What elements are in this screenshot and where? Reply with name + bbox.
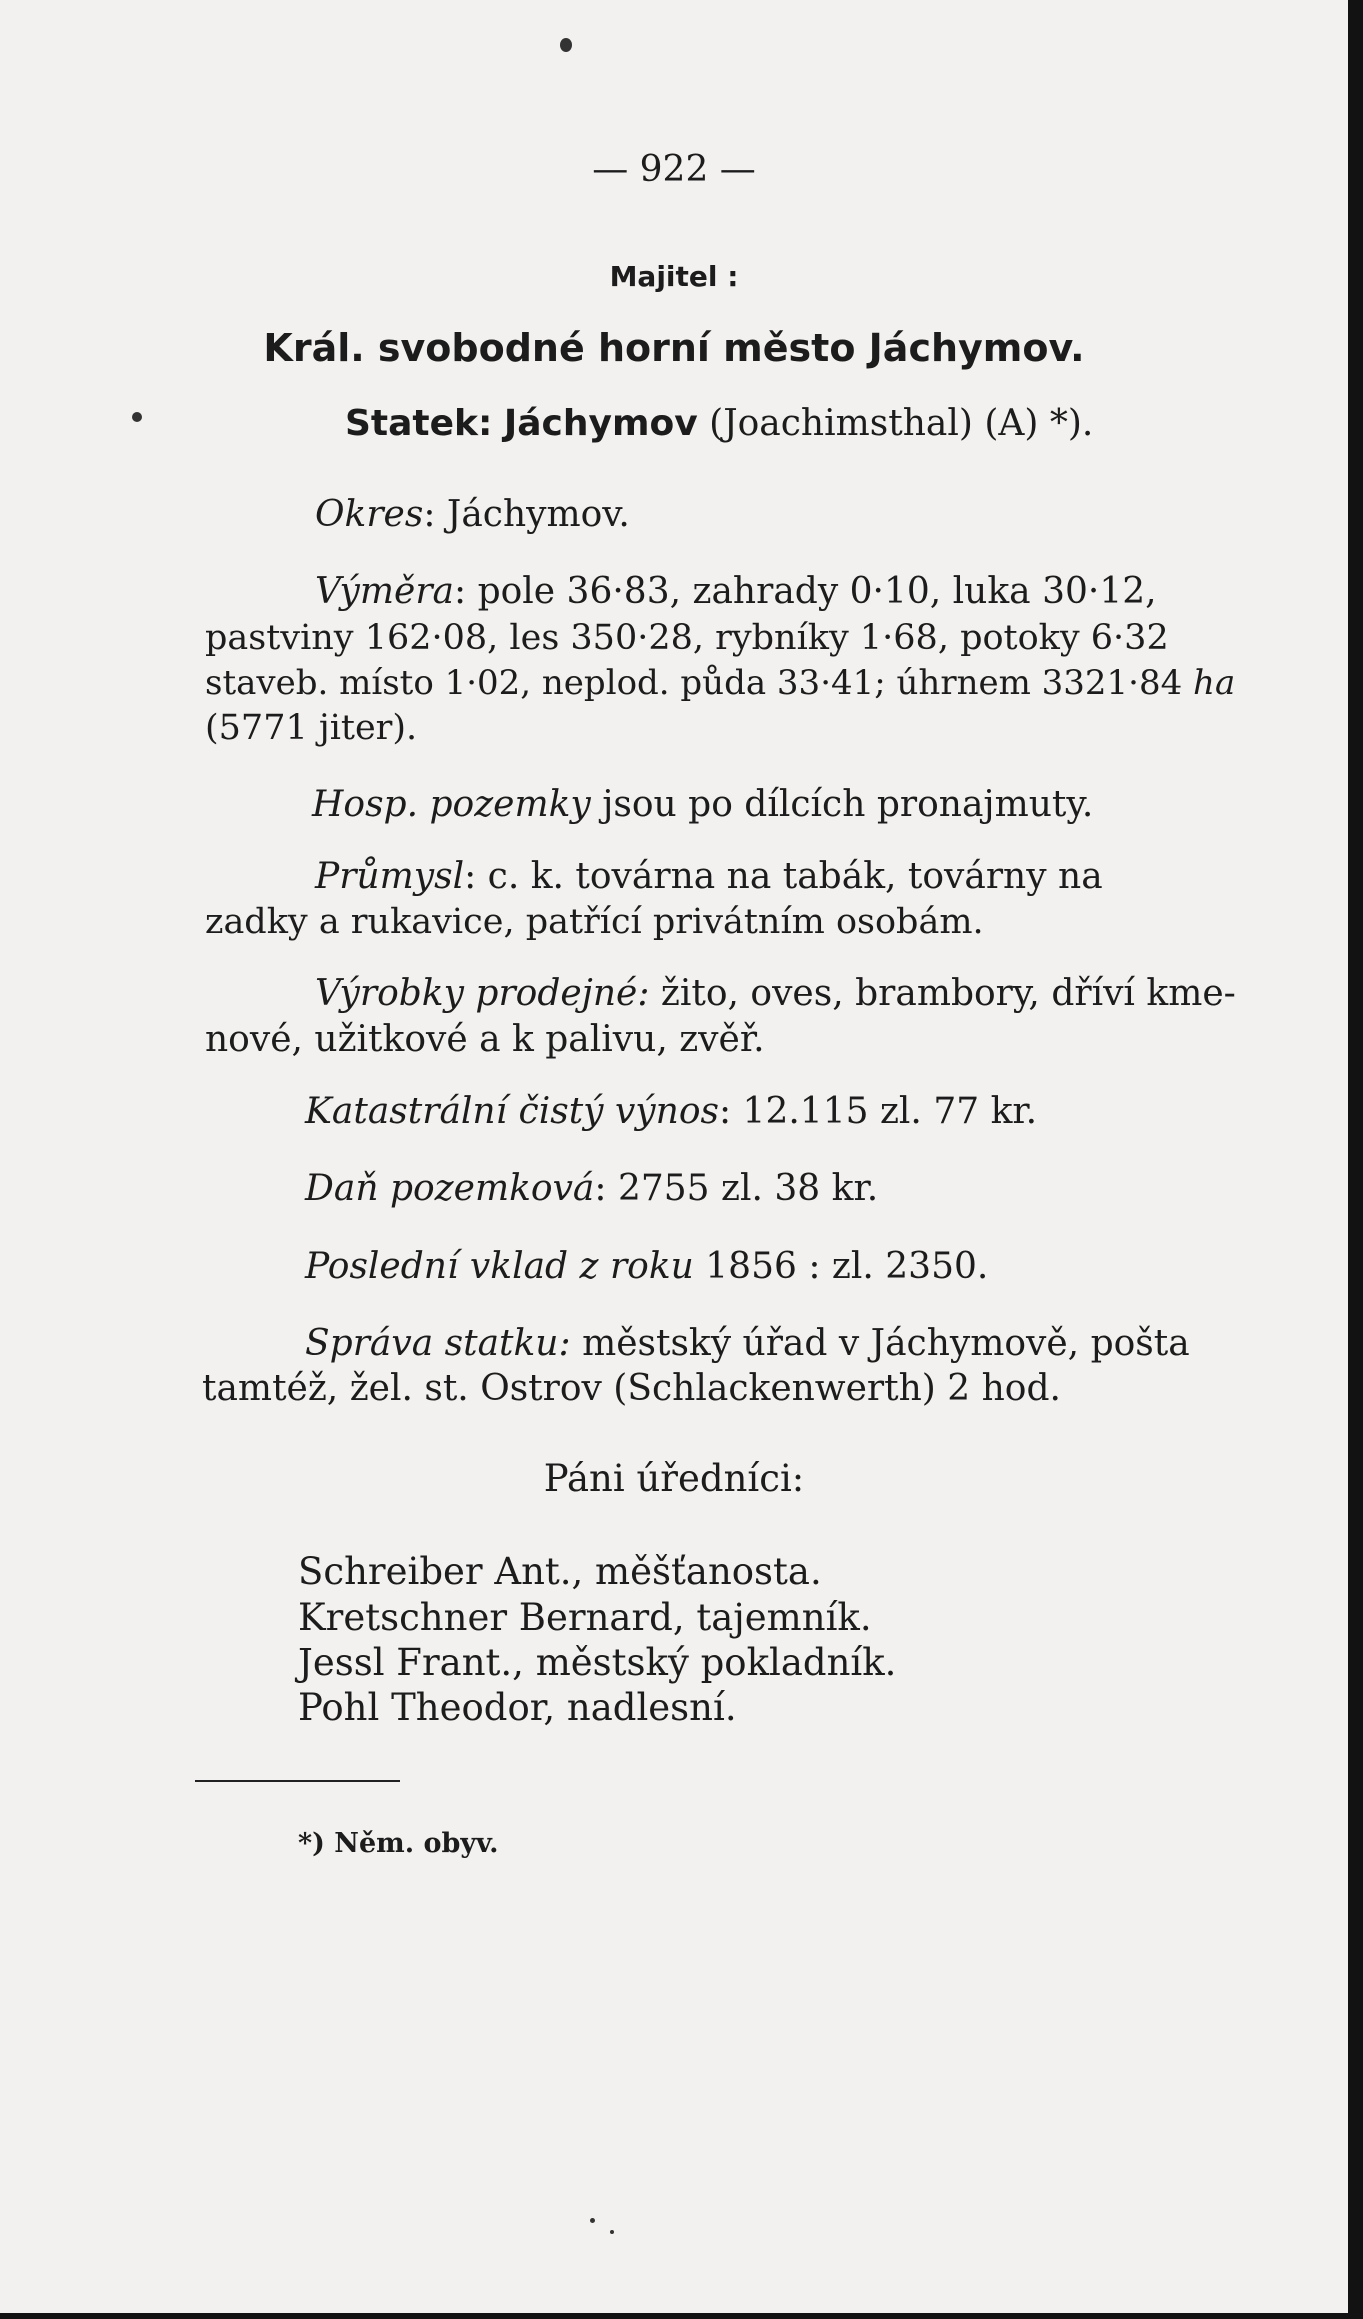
scan-speck (132, 412, 142, 422)
estate-name: Jáchymov (503, 403, 698, 444)
industry-line1-text: : c. k. továrna na tabák, továrny na (464, 856, 1103, 897)
area-line-3 (205, 661, 1235, 705)
last-deposit-label: Poslední vklad z roku (305, 1246, 694, 1287)
area-label: Výměra (315, 571, 454, 612)
estate-line (345, 402, 1093, 446)
products-line-1 (315, 972, 1236, 1016)
official-item: Schreiber Ant., měšťanosta. (298, 1550, 822, 1593)
land-tax-label: Daň pozemková (305, 1168, 595, 1209)
area-line-2: pastviny 162·08, les 350·28, rybníky 1·68, potoky 6·32 (205, 618, 1169, 658)
scan-speck (610, 2230, 614, 2234)
industry-line-2: zadky a rukavice, patřící privátním osobám. (205, 902, 984, 942)
area-line-4: (5771 jiter). (205, 708, 418, 748)
scan-border-bottom (0, 2313, 1363, 2319)
scan-speck (560, 38, 572, 52)
land-line (312, 783, 1093, 827)
area-line-1 (315, 570, 1157, 614)
last-deposit-line (305, 1245, 988, 1289)
products-line1-text: žito, oves, brambory, dříví kme- (649, 973, 1236, 1014)
district-value: : Jáchymov. (423, 494, 630, 535)
products-line-2: nové, užitkové a k palivu, zvěř. (205, 1019, 765, 1060)
scan-speck (590, 2218, 595, 2223)
area-line1-text: : pole 36·83, zahrady 0·10, luka 30·12, (454, 571, 1157, 612)
cadastral-line (305, 1090, 1037, 1134)
owner-label: Majitel : (609, 260, 739, 293)
land-tax-value: : 2755 zl. 38 kr. (594, 1168, 879, 1209)
footnote: *) Něm. obyv. (298, 1828, 499, 1859)
products-label: Výrobky prodejné: (315, 973, 650, 1014)
administration-label: Správa statku: (305, 1323, 571, 1364)
land-value: jsou po dílcích pronajmuty. (590, 784, 1094, 825)
industry-line-1 (315, 855, 1103, 899)
estate-label: Statek: (345, 403, 493, 444)
page-number: — 922 — (592, 149, 756, 190)
official-item: Kretschner Bernard, tajemník. (298, 1596, 872, 1639)
cadastral-label: Katastrální čistý výnos (305, 1091, 719, 1132)
area-unit: ha (1193, 663, 1236, 703)
district-label: Okres (315, 494, 424, 535)
industry-label: Průmysl (315, 856, 465, 897)
administration-line-2: tamtéž, žel. st. Ostrov (Schlackenwerth) 2 hod. (202, 1368, 1061, 1409)
official-item: Jessl Frant., městský pokladník. (298, 1641, 897, 1684)
land-label: Hosp. pozemky (312, 784, 591, 825)
land-tax-line (305, 1167, 878, 1211)
estate-rest: (Joachimsthal) (A) *). (709, 403, 1094, 444)
area-line3-text: staveb. místo 1·02, neplod. půda 33·41; úhrnem 3321·84 (205, 663, 1194, 703)
scan-border-right (1348, 0, 1363, 2319)
last-deposit-value: 1856 : zl. 2350. (693, 1246, 989, 1287)
administration-line1-text: městský úřad v Jáchymově, pošta (570, 1323, 1190, 1364)
official-item: Pohl Theodor, nadlesní. (298, 1686, 737, 1729)
cadastral-value: : 12.115 zl. 77 kr. (718, 1091, 1038, 1132)
officials-heading: Páni úředníci: (543, 1457, 805, 1500)
administration-line-1 (305, 1322, 1190, 1366)
district-line (315, 493, 630, 537)
footnote-divider (195, 1780, 400, 1782)
owner-name: Král. svobodné horní město Jáchymov. (263, 326, 1085, 370)
